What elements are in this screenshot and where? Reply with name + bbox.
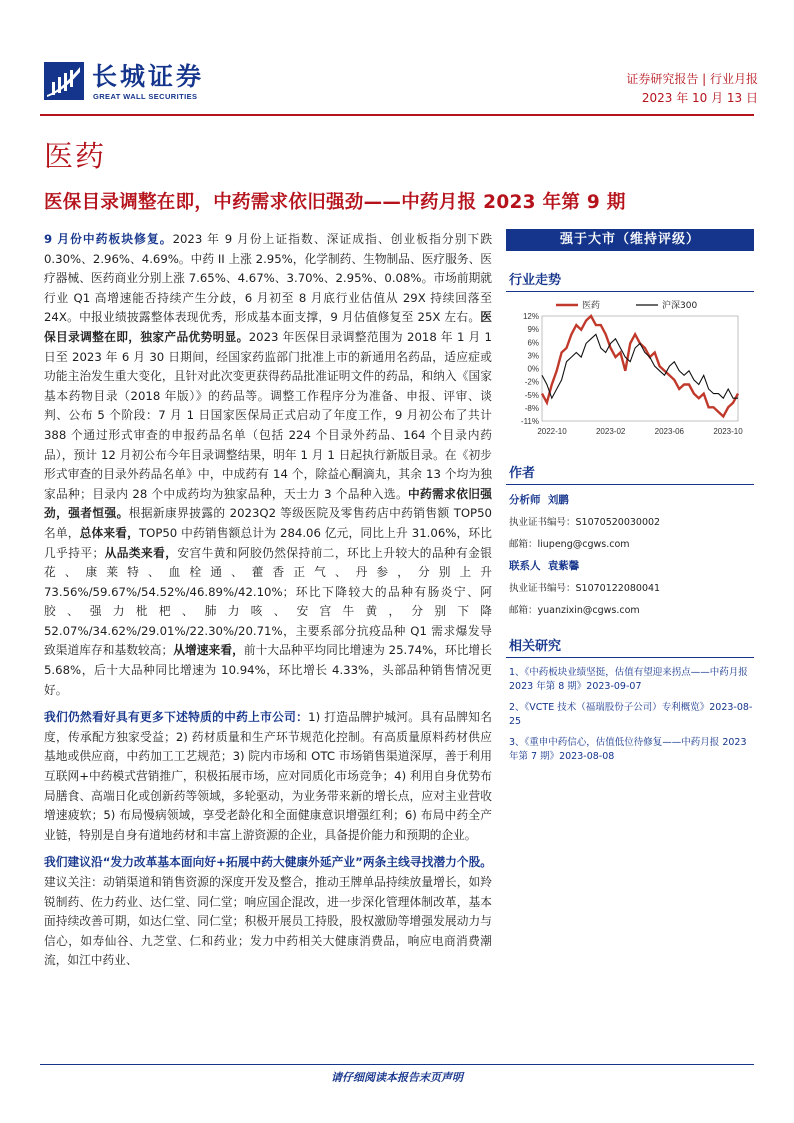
bold-phrase: 从增速来看， — [173, 643, 244, 658]
x-tick-label: 2023-10 — [713, 427, 743, 436]
y-tick-label: 9% — [527, 325, 539, 335]
related-research-list — [506, 666, 754, 764]
body-text: 根据新康界披露的 2023Q2 等级医院及零售药店中药销售额 TOP50 名单， — [44, 506, 492, 540]
report-type: 证券研究报告 | 行业月报 — [626, 72, 758, 86]
y-tick-label: 0% — [527, 364, 539, 374]
logo-text-cn: 长城证券 — [92, 62, 205, 91]
footer-divider — [40, 1064, 754, 1065]
sidebar — [506, 229, 754, 771]
analyst-name: 刘鹏 — [547, 494, 569, 506]
body-text: 建议关注：动销渠道和销售资源的深度开发及整合，推动王牌单品持续放量增长，如羚锐制药、佐力药业、达仁堂、同仁堂；响应国企混改，进一步深化管理体制改革，基本面持续改善可期，如达仁堂、同仁堂；积极开展员工持股，股权激励等增强发展动力与信心，如寿仙谷、九芝堂、仁和药业；发力中药相关大健康消费品，响应电商消费潮流，如江中药业、 — [44, 875, 492, 968]
analyst-email[interactable]: 邮箱：liupeng@cgws.com — [509, 539, 630, 550]
paragraph-company-traits — [44, 708, 492, 845]
legend-label: 沪深300 — [662, 301, 698, 311]
lead-sentence: 我们建议沿“发力改革基本面向好+拓展中药大健康外延产业”两条主线寻找潜力个股。 — [44, 855, 492, 870]
contact-name: 袁紫馨 — [547, 560, 580, 572]
contact-email[interactable]: 邮箱：yuanzixin@cgws.com — [509, 605, 640, 616]
body-text: 2023 年 9 月份上证指数、深证成指、创业板指分别下跌 0.30%、2.96%、4.69%。中药 II 上涨 2.95%，化学制药、生物制品、医疗服务、医疗器械、医药商业分别上涨 7.65%、4.67%、3.70%、2.95%、0.08%。市场前期就行业 Q1 高增速能否持续产生分歧，6 月初至 8 月底行业估值从 29X 持续回落至 24X。中报业绩披露整体表现优秀，形成基本面支撑，9 月估值修复至 25X 左右。 — [44, 232, 493, 325]
y-tick-label: 6% — [527, 338, 539, 348]
body-text: 安宫牛黄和阿胶仍然保持前二，环比上升较大的品种有金银花、康莱特、血栓通、藿香正气、丹参，分别上升 73.56%/59.67%/54.52%/46.89%/42.10%；环比下降较大的品种有肠炎宁、阿胶、强力枇杷、肺力咳、安宫牛黄，分别下降 52.07%/34.62%/29.01%/22.30%/20.71%，主要系部分抗疫品种 Q1 需求爆发导致渠道库存和基数较高； — [44, 545, 492, 658]
body-text: TOP50 中药销售额总计为 284.06 亿元，同比上升 31.06%，环比几乎持平； — [44, 525, 492, 560]
paragraph-market-review — [44, 230, 492, 700]
y-tick-label: -2% — [524, 377, 539, 387]
body-text: 2023 年医保目录调整范围为 2018 年 1 月 1 日至 2023 年 6 月 30 日期间，经国家药监部门批准上市的新通用名药品，适应症或功能主治发生重大变化，且针对此次变更获得药品批准证明文件的药品，和纳入《国家基本药物目录（2018 年版）》的药品等。调整工作程序分为准备、申报、评审、谈判、公布 5 个阶段：7 月 1 日国家医保局正式启动了年度工作，9 月初公布了共计 388 个通过形式审查的申报药品名单（包括 224 个目录外药品、164 个目录内药品），预计 12 月初公布今年目录调整结果，明年 1 月 1 日起执行新版目录。在《初步形式审查的目录外药品名单》中，中成药有 14 个，除益心酮滴丸，其余 13 个均为独家品种；目录内 28 个中成药均为独家品种，天士力 3 个品种入选。 — [44, 329, 492, 501]
contact-role: 联系人 — [509, 560, 541, 572]
body-text: 前十大品种平均同比增速为 25.74%，环比增长 5.68%，后十大品种同比增速为 10.94%，环比增长 4.33%，头部品种销售情况更好。 — [44, 643, 492, 697]
report-date: 2023 年 10 月 13 日 — [641, 91, 758, 105]
author-block — [506, 494, 754, 617]
research-item[interactable]: 2、《VCTE 技术（福瑞股份子公司）专利概览》2023-08-25 — [509, 702, 753, 727]
research-section-title: 相关研究 — [506, 635, 754, 658]
rating-badge: 强于大市（维持评级） — [506, 229, 754, 251]
main-content — [44, 230, 492, 979]
sector-title: 医药 — [44, 139, 107, 173]
y-tick-label: 3% — [527, 351, 539, 361]
y-tick-label: -5% — [524, 390, 539, 400]
y-tick-label: -8% — [524, 403, 539, 413]
bold-phrase: 总体来看， — [79, 525, 139, 540]
bold-sentence: 中药需求依旧强劲，强者恒强。 — [44, 486, 492, 521]
trend-chart-svg — [506, 296, 754, 444]
analyst-name-line — [509, 494, 754, 507]
report-title: 医保目录调整在即，中药需求依旧强劲——中药月报 2023 年第 9 期 — [44, 192, 626, 213]
logo-text-en: GREAT WALL SECURITIES — [93, 92, 198, 101]
research-item[interactable]: 3、《重申中药信心，估值低位待修复——中药月报 2023 年第 7 期》2023-08-08 — [509, 737, 747, 762]
lead-sentence: 9 月份中药板块修复。 — [44, 232, 173, 246]
x-tick-label: 2022-10 — [537, 427, 567, 436]
body-text: 1) 打造品牌护城河。具有品牌知名度，传承配方独家受益；2) 药材质量和生产环节规范化控制。有高质量原料药材供应基地或供应商，中药加工工艺规范；3) 院内市场和 OTC 市场销售渠道深厚，善于利用互联网+中药模式营销推广，积极拓展市场，应对同质化市场竞争；4) 利用自身优势布局膳食、高端日化或创新药等领域，多轮驱动，为业务带来新的增长点，应对主业营收增速疲软；5) 布局慢病领域，享受老龄化和全面健康意识增强红利；6) 布局中药全产业链，特别是自身有道地药材和丰富上游资源的企业，具备提价能力和预期的企业。 — [44, 710, 492, 842]
lead-sentence: 我们仍然看好具有更多下述特质的中药上市公司： — [44, 710, 309, 725]
series-line-沪深300 — [542, 334, 738, 398]
trend-chart — [506, 296, 754, 444]
contact-name-line — [509, 560, 754, 573]
series-line-医药 — [542, 316, 738, 416]
analyst-role: 分析师 — [509, 494, 541, 506]
x-tick-label: 2023-02 — [595, 427, 626, 436]
header-meta — [626, 70, 758, 108]
analyst-cert: 执业证书编号：S1070520030002 — [509, 517, 661, 528]
paragraph-recommendation — [44, 853, 492, 971]
bold-phrase: 从品类来看， — [104, 545, 178, 560]
y-tick-label: 12% — [522, 312, 539, 321]
authors-section-title: 作者 — [506, 462, 754, 485]
legend-label: 医药 — [582, 301, 601, 311]
trend-section-title: 行业走势 — [506, 269, 754, 292]
footer-disclaimer: 请仔细阅读本报告末页声明 — [331, 1071, 463, 1084]
bold-sentence: 医保目录调整在即，独家产品优势明显。 — [44, 310, 492, 344]
great-wall-logo-icon — [44, 62, 84, 100]
y-tick-label: -11% — [520, 417, 539, 426]
research-item[interactable]: 1、《中药板块业绩坚挺，估值有望迎来拐点——中药月报 2023 年第 8 期》2023-09-07 — [509, 667, 748, 692]
header-divider — [40, 114, 754, 116]
x-tick-label: 2023-06 — [654, 427, 685, 436]
contact-cert: 执业证书编号：S1070122080041 — [509, 583, 661, 594]
